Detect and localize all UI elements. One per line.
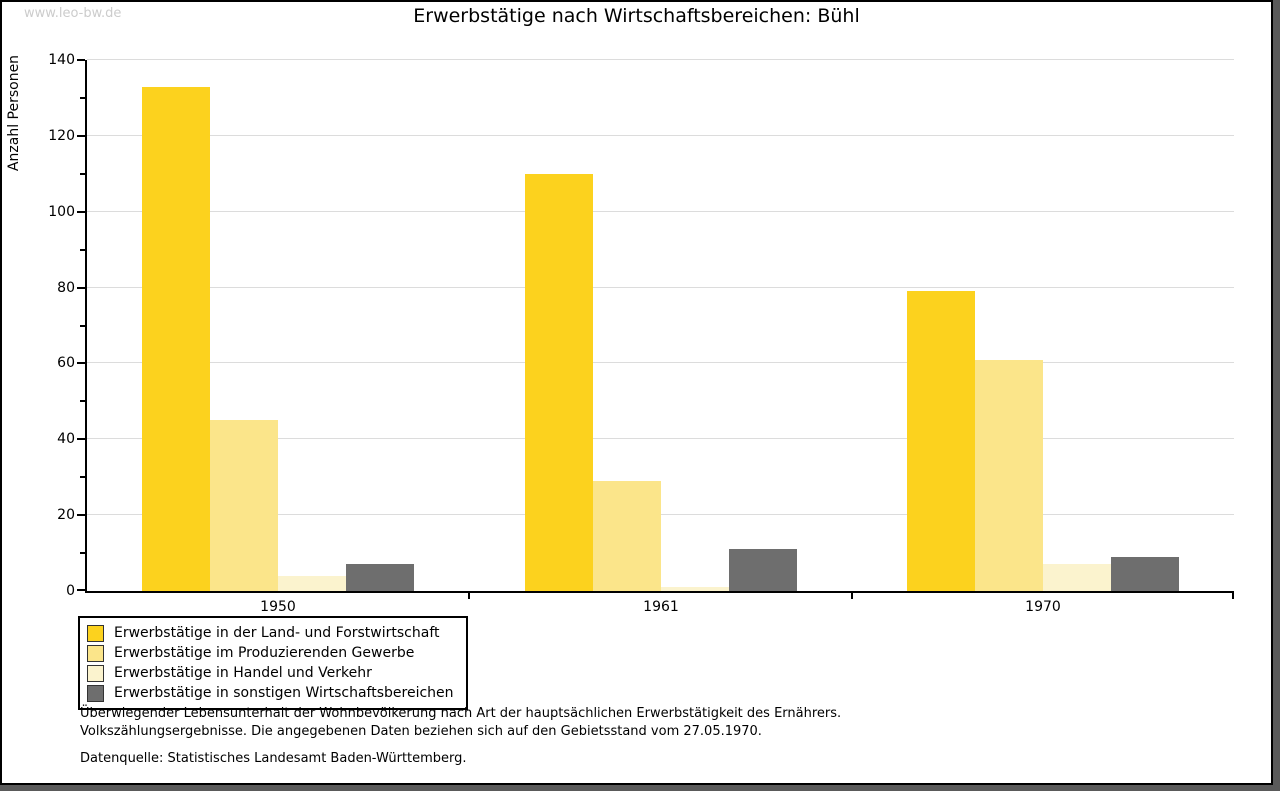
bar-1970-series-1: [907, 291, 975, 591]
footnote-line-2: Volkszählungsergebnisse. Die angegebenen Daten beziehen sich auf den Gebietsstand vom 27.05.1970.: [80, 724, 762, 739]
y-major-tick-20: [77, 514, 85, 516]
y-tick-label-100: 100: [48, 204, 75, 220]
legend-item-label: Erwerbstätige in sonstigen Wirtschaftsbereichen: [114, 685, 454, 701]
bar-1961-series-2: [593, 481, 661, 591]
legend-box: [78, 616, 468, 710]
y-minor-tick-130: [80, 97, 85, 99]
y-tick-label-40: 40: [57, 431, 75, 447]
y-minor-tick-70: [80, 325, 85, 327]
y-minor-tick-90: [80, 249, 85, 251]
y-tick-label-0: 0: [66, 583, 75, 599]
x-tick-label-1970: 1970: [1025, 599, 1061, 615]
x-end-tick: [1232, 593, 1234, 599]
y-major-tick-80: [77, 287, 85, 289]
bar-1950-series-4: [346, 564, 414, 591]
gridline-y100: [87, 211, 1234, 212]
bar-1961-series-1: [525, 174, 593, 591]
gridline-y60: [87, 362, 1234, 363]
bar-1961-series-3: [661, 587, 729, 591]
data-source-line: Datenquelle: Statistisches Landesamt Baden-Württemberg.: [80, 751, 467, 766]
y-axis-label: Anzahl Personen: [6, 54, 22, 172]
y-tick-label-20: 20: [57, 507, 75, 523]
bar-1950-series-3: [278, 576, 346, 591]
y-minor-tick-110: [80, 173, 85, 175]
y-major-tick-60: [77, 362, 85, 364]
y-major-tick-40: [77, 438, 85, 440]
bar-1950-series-2: [210, 420, 278, 591]
watermark-text: www.leo-bw.de: [24, 6, 122, 21]
legend-swatch-icon: [87, 625, 104, 642]
legend-swatch-icon: [87, 665, 104, 682]
legend-item-3: [87, 663, 454, 683]
legend-item-2: [87, 643, 454, 663]
y-tick-label-60: 60: [57, 355, 75, 371]
y-tick-label-120: 120: [48, 128, 75, 144]
x-boundary-tick-2: [851, 593, 853, 599]
chart-title: Erwerbstätige nach Wirtschaftsbereichen: Bühl: [413, 5, 860, 27]
legend-swatch-icon: [87, 685, 104, 702]
legend-item-label: Erwerbstätige im Produzierenden Gewerbe: [114, 645, 415, 661]
x-tick-label-1961: 1961: [643, 599, 679, 615]
gridline-y80: [87, 287, 1234, 288]
plot-area: [48, 52, 1234, 615]
gridline-y120: [87, 135, 1234, 136]
legend-item-label: Erwerbstätige in der Land- und Forstwirtschaft: [114, 625, 440, 641]
x-boundary-tick-1: [468, 593, 470, 599]
y-minor-tick-50: [80, 400, 85, 402]
y-minor-tick-30: [80, 476, 85, 478]
legend-swatch-icon: [87, 645, 104, 662]
y-minor-tick-10: [80, 552, 85, 554]
bar-1961-series-4: [729, 549, 797, 591]
y-tick-label-140: 140: [48, 52, 75, 68]
gridline-y140: [87, 59, 1234, 60]
footnotes: [80, 705, 841, 768]
y-tick-label-80: 80: [57, 280, 75, 296]
legend-item-4: [87, 683, 454, 703]
legend-item-label: Erwerbstätige in Handel und Verkehr: [114, 665, 372, 681]
legend-item-1: [87, 623, 454, 643]
y-major-tick-120: [77, 135, 85, 137]
y-major-tick-140: [77, 59, 85, 61]
bar-1970-series-4: [1111, 557, 1179, 591]
bar-1970-series-2: [975, 360, 1043, 591]
footnote-line-1: Überwiegender Lebensunterhalt der Wohnbevölkerung nach Art der hauptsächlichen Erwerbstätigkeit des Ernährers.: [80, 706, 842, 721]
y-major-tick-100: [77, 211, 85, 213]
y-major-tick-0: [77, 589, 85, 591]
x-tick-label-1950: 1950: [260, 599, 296, 615]
bar-1950-series-1: [142, 87, 210, 591]
bar-1970-series-3: [1043, 564, 1111, 591]
